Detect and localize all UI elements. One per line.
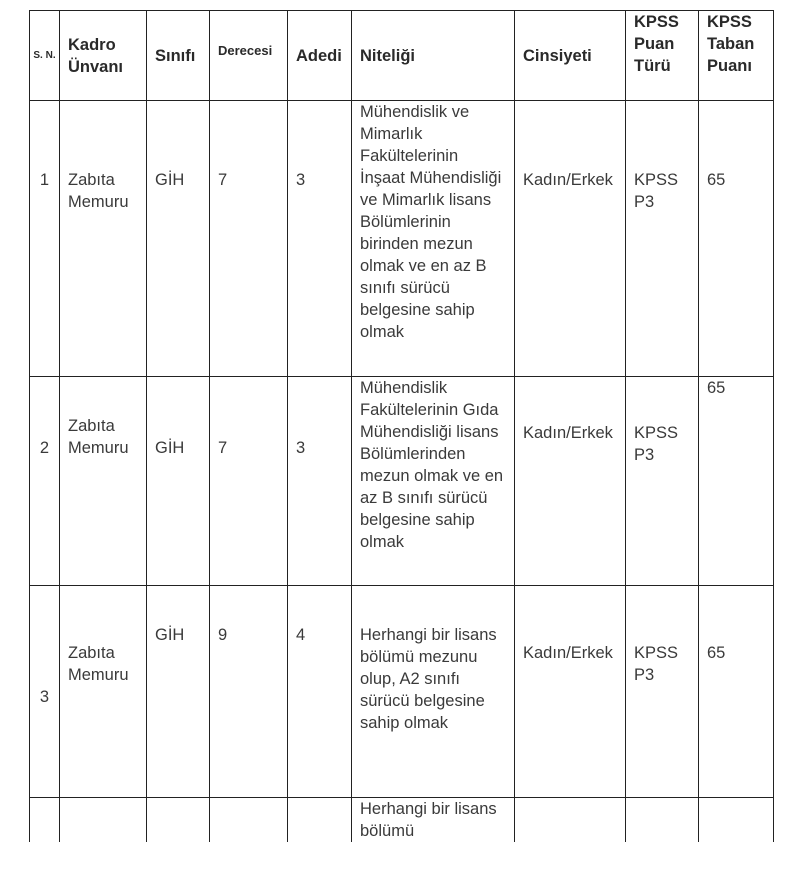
cell-niteligi: Mühendislik Fakültelerinin Gıda Mühendisliği lisans Bölümlerinden mezun olmak ve en az B sınıfı sürücü belgesine sahip olmak xyxy=(352,377,515,586)
cell-kadro: Zabıta Memuru xyxy=(60,586,147,798)
cell-derecesi: 7 xyxy=(210,101,288,377)
cell-cinsiyeti: Kadın/Erkek xyxy=(515,101,626,377)
cell-kpss-taban-puani xyxy=(699,798,774,848)
cell-kpss-taban-puani: 65 xyxy=(699,586,774,798)
cell-niteligi: Herhangi bir lisans bölümü xyxy=(352,798,515,848)
cell-kpss-puan-turu: KPSS P3 xyxy=(626,101,699,377)
header-kpss-puan-turu: KPSS Puan Türü xyxy=(626,11,699,101)
cell-adedi: 3 xyxy=(288,377,352,586)
cell-sinifi xyxy=(147,798,210,848)
cell-adedi xyxy=(288,798,352,848)
cell-sn: 1 xyxy=(30,101,60,377)
cell-adedi: 3 xyxy=(288,101,352,377)
cell-sn: 3 xyxy=(30,586,60,798)
cell-kpss-taban-puani: 65 xyxy=(699,377,774,586)
header-adedi: Adedi xyxy=(288,11,352,101)
header-derecesi: Derecesi xyxy=(210,11,288,101)
table-row xyxy=(30,586,774,798)
table-header-row xyxy=(30,11,774,101)
header-niteligi: Niteliği xyxy=(352,11,515,101)
cell-kpss-taban-puani: 65 xyxy=(699,101,774,377)
cell-cinsiyeti: Kadın/Erkek xyxy=(515,377,626,586)
page-bottom-mask xyxy=(0,842,799,882)
kadro-table xyxy=(29,10,774,848)
cell-kadro: Zabıta Memuru xyxy=(60,101,147,377)
cell-niteligi: Mühendislik ve Mimarlık Fakültelerinin İnşaat Mühendisliği ve Mimarlık lisans Bölümlerinin birinden mezun olmak ve en az B sınıfı sürücü belgesine sahip olmak xyxy=(352,101,515,377)
cell-kadro: Zabıta Memuru xyxy=(60,377,147,586)
cell-derecesi: 7 xyxy=(210,377,288,586)
table-row xyxy=(30,798,774,848)
table-row xyxy=(30,377,774,586)
header-sn: S. N. xyxy=(30,11,60,101)
cell-sn: 2 xyxy=(30,377,60,586)
cell-sn xyxy=(30,798,60,848)
cell-kpss-puan-turu: KPSS P3 xyxy=(626,586,699,798)
cell-derecesi xyxy=(210,798,288,848)
cell-kpss-puan-turu xyxy=(626,798,699,848)
cell-sinifi: GİH xyxy=(147,586,210,798)
cell-derecesi: 9 xyxy=(210,586,288,798)
cell-cinsiyeti: Kadın/Erkek xyxy=(515,586,626,798)
header-cinsiyeti: Cinsiyeti xyxy=(515,11,626,101)
cell-cinsiyeti xyxy=(515,798,626,848)
cell-sinifi: GİH xyxy=(147,101,210,377)
cell-niteligi: Herhangi bir lisans bölümü mezunu olup, A2 sınıfı sürücü belgesine sahip olmak xyxy=(352,586,515,798)
header-kadro-unvani: Kadro Ünvanı xyxy=(60,11,147,101)
header-kpss-taban-puani: KPSS Taban Puanı xyxy=(699,11,774,101)
cell-adedi: 4 xyxy=(288,586,352,798)
cell-kadro xyxy=(60,798,147,848)
cell-sinifi: GİH xyxy=(147,377,210,586)
header-sinifi: Sınıfı xyxy=(147,11,210,101)
table-row xyxy=(30,101,774,377)
cell-kpss-puan-turu: KPSS P3 xyxy=(626,377,699,586)
